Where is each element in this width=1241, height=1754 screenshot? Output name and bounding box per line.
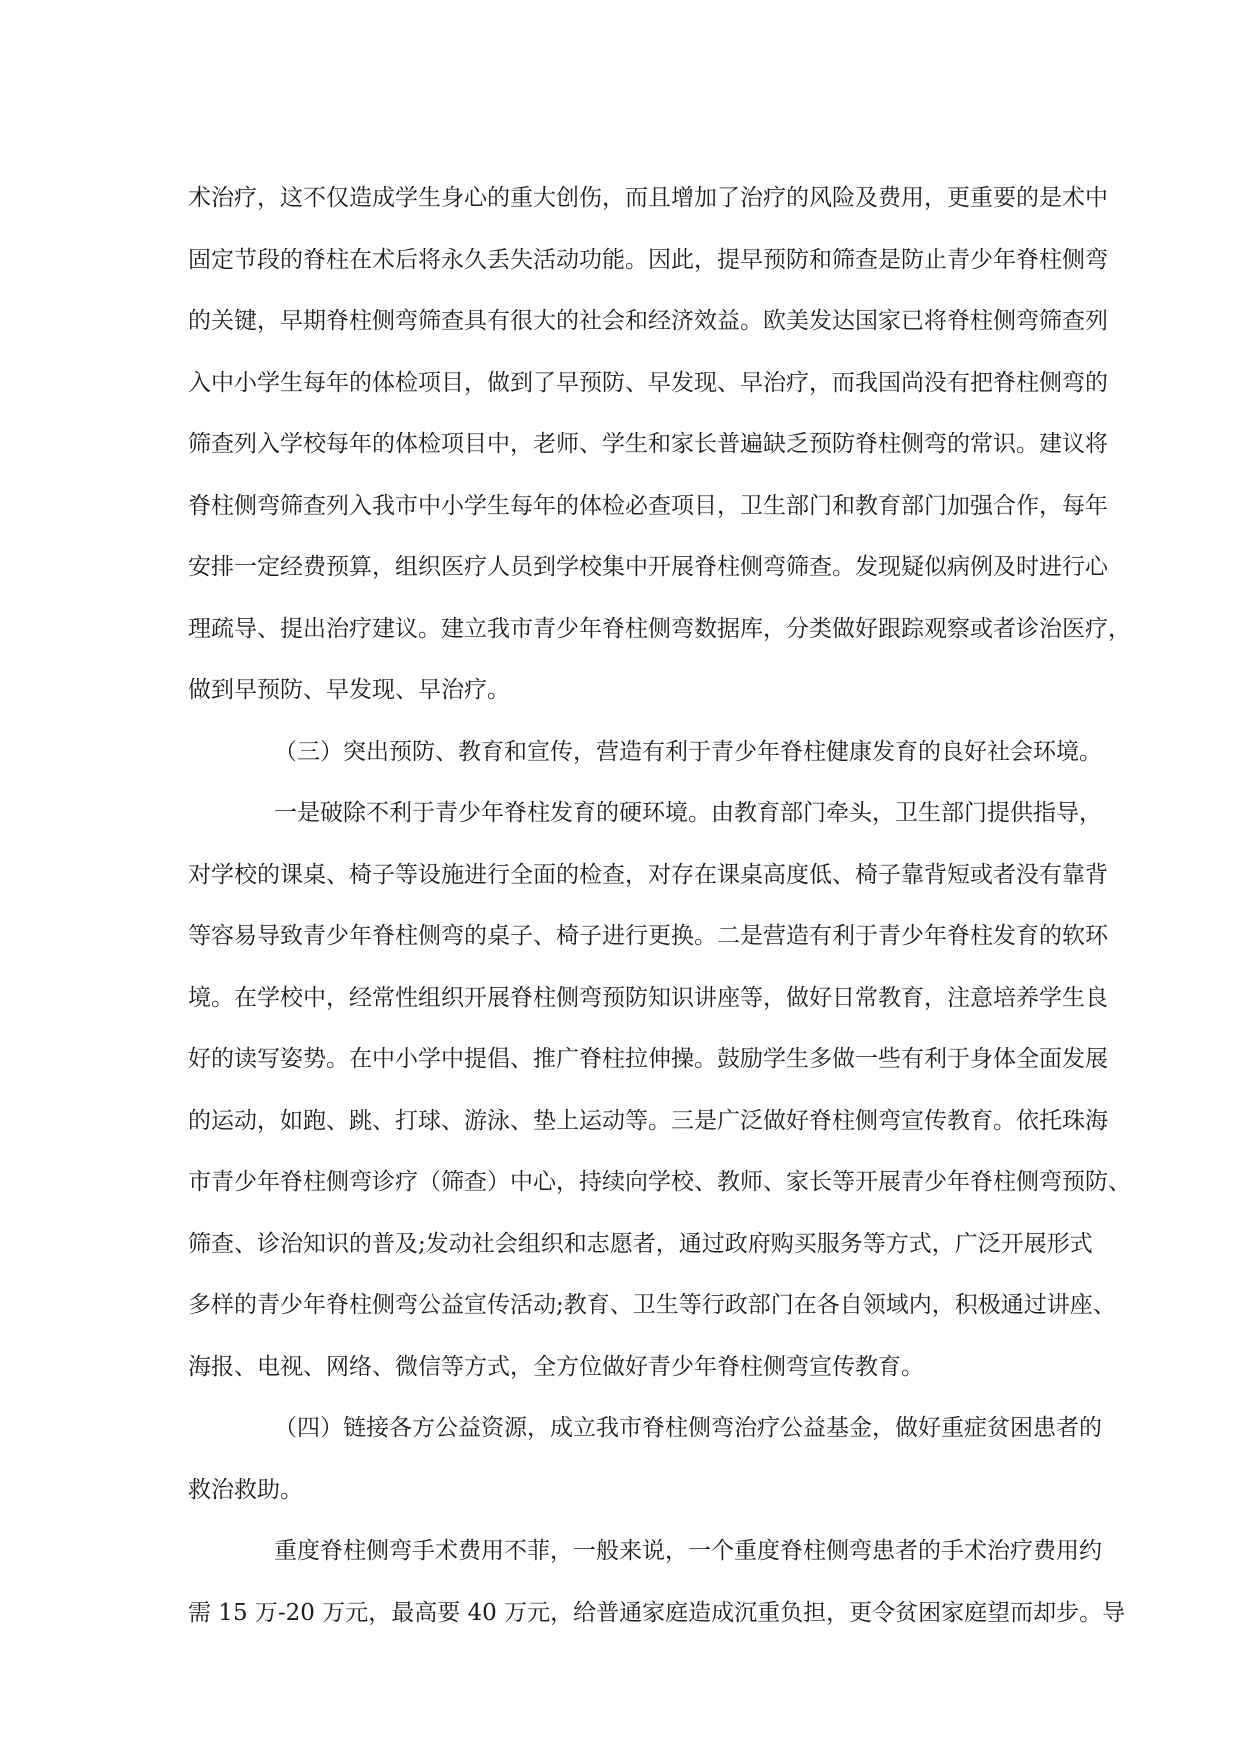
- text-line: 的运动，如跑、跳、打球、游泳、垫上运动等。三是广泛做好脊柱侧弯宣传教育。依托珠海: [188, 1107, 1108, 1134]
- section-heading: （三）突出预防、教育和宣传，营造有利于青少年脊柱健康发育的良好社会环境。: [274, 738, 1102, 765]
- text-line: 做到早预防、早发现、早治疗。: [188, 677, 510, 703]
- text-line: 等容易导致青少年脊柱侧弯的桌子、椅子进行更换。二是营造有利于青少年脊柱发育的软环: [188, 923, 1108, 949]
- text-line: 安排一定经费预算，组织医疗人员到学校集中开展脊柱侧弯筛查。发现疑似病例及时进行心: [188, 554, 1108, 580]
- text-line: 筛查列入学校每年的体检项目中，老师、学生和家长普遍缺乏预防脊柱侧弯的常识。建议将: [188, 431, 1108, 457]
- text-line: 好的读写姿势。在中小学中提倡、推广脊柱拉伸操。鼓励学生多做一些有利于身体全面发展: [188, 1046, 1108, 1072]
- text-line: 需 15 万-20 万元，最高要 40 万元，给普通家庭造成沉重负担，更令贫困家庭望而却步。导: [188, 1599, 1126, 1626]
- text-line: 固定节段的脊柱在术后将永久丢失活动功能。因此，提早预防和筛查是防止青少年脊柱侧弯: [188, 246, 1108, 273]
- text-line: 理疏导、提出治疗建议。建立我市青少年脊柱侧弯数据库，分类做好跟踪观察或者诊治医疗，: [188, 615, 1131, 642]
- text-line: 海报、电视、网络、微信等方式，全方位做好青少年脊柱侧弯宣传教育。: [188, 1353, 924, 1380]
- text-line: 境。在学校中，经常性组织开展脊柱侧弯预防知识讲座等，做好日常教育，注意培养学生良: [188, 984, 1108, 1011]
- text-line: 筛查、诊治知识的普及;发动社会组织和志愿者，通过政府购买服务等方式，广泛开展形式: [188, 1230, 1093, 1257]
- text-line: 的关键，早期脊柱侧弯筛查具有很大的社会和经济效益。欧美发达国家已将脊柱侧弯筛查列: [188, 308, 1108, 334]
- text-line: 重度脊柱侧弯手术费用不菲，一般来说，一个重度脊柱侧弯患者的手术治疗费用约: [274, 1538, 1102, 1564]
- section-heading: （四）链接各方公益资源，成立我市脊柱侧弯治疗公益基金，做好重症贫困患者的: [274, 1415, 1102, 1441]
- text-line: 多样的青少年脊柱侧弯公益宣传活动;教育、卫生等行政部门在各自领域内，积极通过讲座、: [188, 1292, 1116, 1318]
- text-line: 一是破除不利于青少年脊柱发育的硬环境。由教育部门牵头，卫生部门提供指导，: [274, 800, 1102, 826]
- text-line: 入中小学生每年的体检项目，做到了早预防、早发现、早治疗，而我国尚没有把脊柱侧弯的: [188, 369, 1108, 396]
- text-line: 术治疗，这不仅造成学生身心的重大创伤，而且增加了治疗的风险及费用，更重要的是术中: [188, 185, 1108, 211]
- document-body: [188, 168, 1131, 1644]
- text-line: 对学校的课桌、椅子等设施进行全面的检查，对存在课桌高度低、椅子靠背短或者没有靠背: [188, 861, 1108, 888]
- text-line: 市青少年脊柱侧弯诊疗（筛查）中心，持续向学校、教师、家长等开展青少年脊柱侧弯预防、: [188, 1169, 1131, 1195]
- text-line: 脊柱侧弯筛查列入我市中小学生每年的体检必查项目，卫生部门和教育部门加强合作，每年: [188, 492, 1108, 519]
- section-heading-continued: 救治救助。: [188, 1476, 303, 1503]
